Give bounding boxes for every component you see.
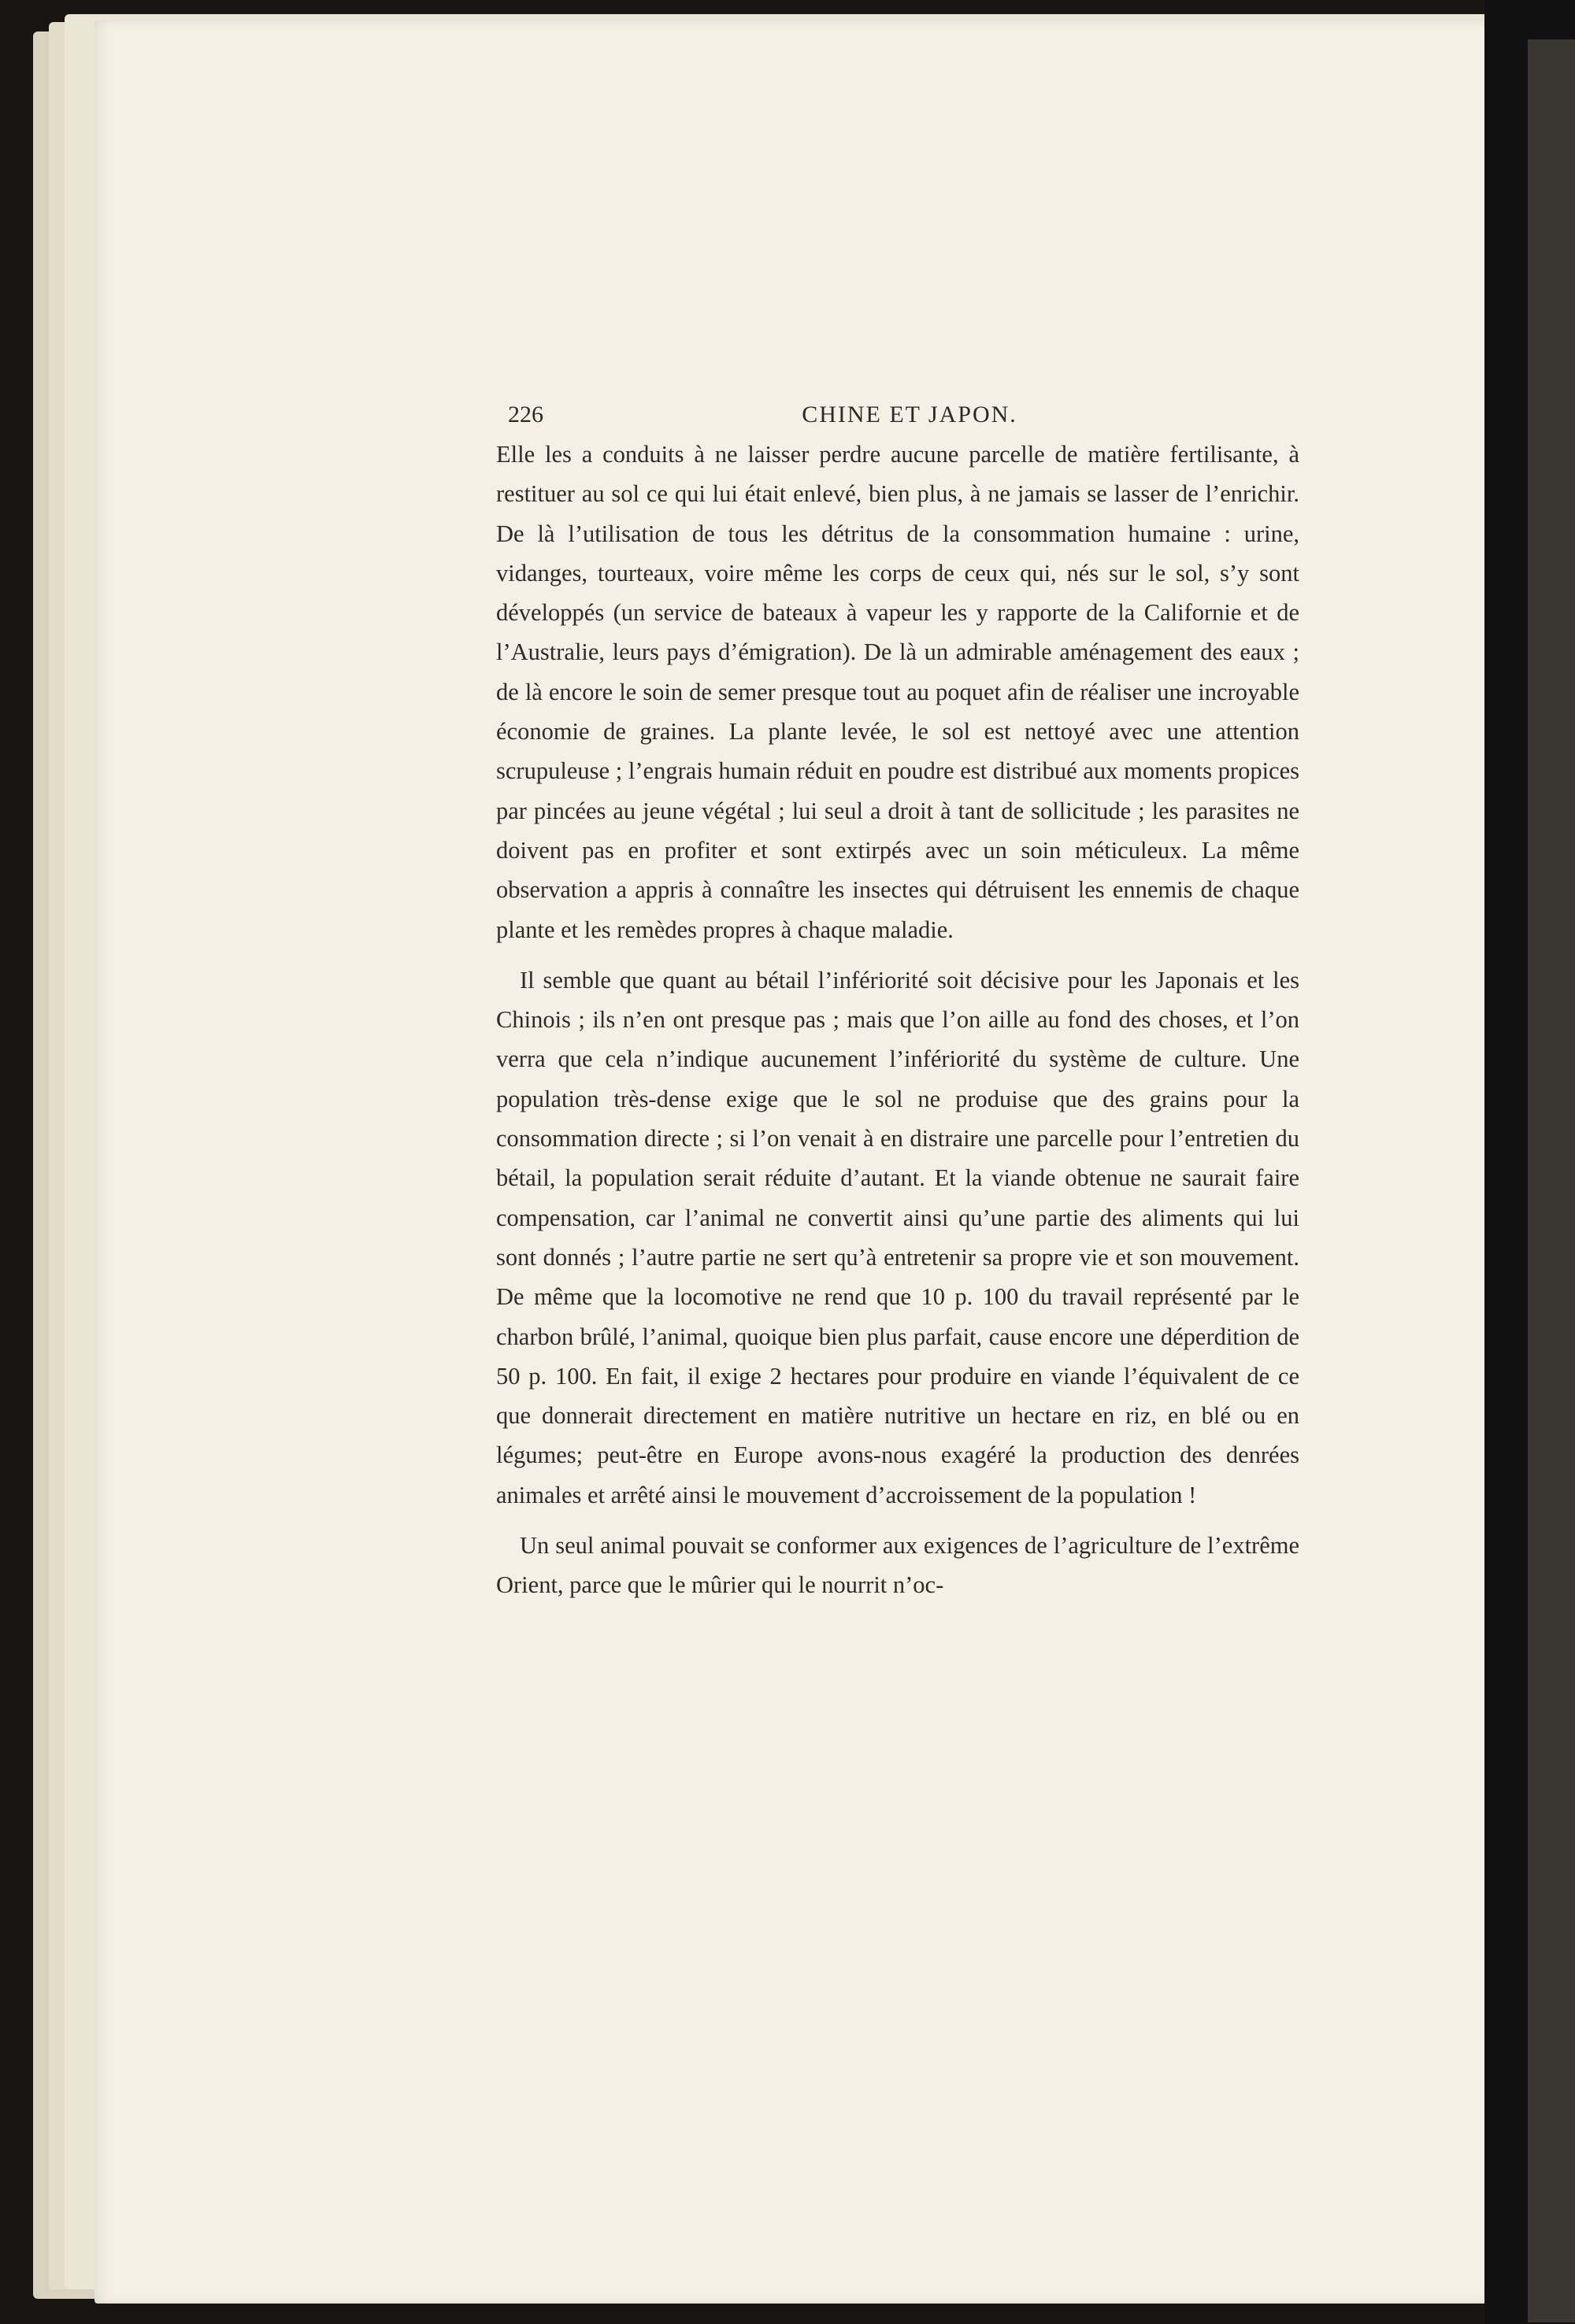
paragraph: Un seul animal pouvait se conformer aux exigences de l’agriculture de l’extrême Orient, parce que le mûrier qui le nourrit n’oc- [496, 1532, 1299, 1599]
running-title: CHINE ET JAPON. [802, 402, 1017, 427]
book-spine-edge [1528, 39, 1575, 2322]
paragraph: Il semble que quant au bétail l’infériorité soit décisive pour les Japonais et les Chinois ; ils n’en ont presque pas ; mais que l’on aille au fond des choses, et l’on verra que cela n’indique aucunement l’infériorité du système de culture. Une population très-dense exige que le sol ne produise que des grains pour la consommation directe ; si l’on venait à en distraire une parcelle pour l’entretien du bétail, la population serait réduite d’autant. Et la viande obtenue ne saurait faire compensation, car l’animal ne convertit ainsi qu’une partie des aliments qui lui sont donnés ; l’autre partie ne sert qu’à entretenir sa propre vie et son mouvement. De même que la locomotive ne rend que 10 p. 100 du travail représenté par le charbon brûlé, l’animal, quoique bien plus parfait, cause encore une déperdition de 50 p. 100. En fait, il exige 2 hectares pour produire en viande l’équivalent de ce que donnerait directement en matière nutritive un hectare en riz, en blé ou en légumes; peut-être en Europe avons-nous exagéré la production des denrées animales et arrêté ainsi le mouvement d’accroissement de la population ! [496, 966, 1299, 1508]
paragraph: Elle les a conduits à ne laisser perdre aucune parcelle de matière fertilisante, à restituer au sol ce qui lui était enlevé, bien plus, à ne jamais se lasser de l’enrichir. De là l’utilisation de tous les détritus de la consommation humaine : urine, vidanges, tourteaux, voire même les corps de ceux qui, nés sur le sol, s’y sont développés (un service de bateaux à vapeur les y rapporte de la Californie et de l’Australie, leurs pays d’émigration). De là un admirable aménagement des eaux ; de là encore le soin de semer presque tout au poquet afin de réaliser une incroyable économie de graines. La plante levée, le sol est nettoyé avec une attention scrupuleuse ; l’engrais humain réduit en poudre est distribué aux moments propices par pincées au jeune végétal ; lui seul a droit à tant de sollicitude ; les parasites ne doivent pas en profiter et sont extirpés avec un soin méticuleux. La même observation a appris à connaître les insectes qui détruisent les ennemis de chaque plante et les remèdes propres à chaque maladie. [496, 441, 1299, 943]
page-number: 226 [508, 402, 543, 427]
body-text [496, 435, 1299, 1605]
